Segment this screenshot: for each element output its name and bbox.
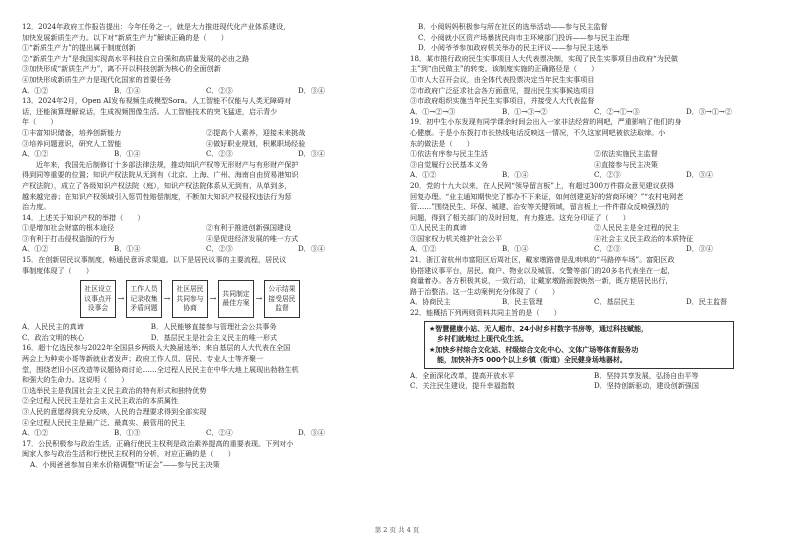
q14-statements <box>22 223 390 244</box>
flow-step-4: 共同制定最佳方案 <box>218 280 254 318</box>
question-13 <box>22 96 390 160</box>
q18-item-2: ②市政府广泛征求社会各方面意见，提出民生实事候选项目 <box>410 85 595 95</box>
q12-option-b: B．①④ <box>114 85 141 95</box>
q16-stem-2: 两会上为种卖小哥等新就业者发声；政府工作人员、居民、专业人士等齐聚一 <box>22 354 264 364</box>
q14-statement-2: ②有利于推进创新强国建设 <box>206 223 292 233</box>
question-14 <box>22 213 390 255</box>
q15-stem-2: 事制度体现了（ ） <box>22 265 93 275</box>
q22-option-c: C．关注民生建设，提升幸福指数 <box>410 381 515 391</box>
q18-item-1: ①市人大召开会议，由全体代表投票决定当年民生实事项目 <box>410 74 595 84</box>
q22-option-b: B．坚持共享发展，弘扬自由平等 <box>594 370 699 380</box>
q14-option-b: B．①④ <box>114 244 141 254</box>
q20-statement-3: ③国家权力机关维护社会公平 <box>410 233 503 243</box>
q21-stem-3: 商量着办。各方积极其说，一致行动，让戴家墩路面貌焕然一新，既方便居民出行， <box>410 276 673 286</box>
q19-option-a: A．①② <box>410 170 437 180</box>
q16-item-3: ③人民的意愿得到充分反映，人民的合理要求得到全部实现 <box>22 407 207 416</box>
q16-item-2: ②全过程人民民主是社会主义民主政治的本质属性 <box>22 396 179 406</box>
q22-option-d: D．坚持创新驱动，建设创新强国 <box>594 381 699 391</box>
flow-step-5: 公示结果接受居民监督 <box>264 280 300 318</box>
q19-stem-1: 19．初中生小东发现有同学课余时间会出入一家非法经营的网吧，严重影响了他们的身 <box>410 117 682 127</box>
question-17 <box>22 439 390 471</box>
q15-options <box>22 322 390 343</box>
q22-stem: 22．能概括下列两则资料共同主旨的是（ ） <box>410 308 561 318</box>
q20-stem-1: 20．党的十九大以来，在人民网“领导留言板”上，有超过300万件群众意见建议获得 <box>410 180 674 190</box>
q21-option-a: A．协商民主 <box>410 297 451 307</box>
q16-option-c: C．②④ <box>206 428 233 438</box>
q17-stem-2: 闽家人参与政治生活和行使民主权利的分析，对应正确的是（ ） <box>22 449 235 459</box>
question-21 <box>410 255 778 308</box>
q21-option-d: D．民主监督 <box>686 297 728 307</box>
q20-statements <box>410 223 778 244</box>
question-16 <box>22 343 390 438</box>
q12-item-1: ①“新质生产力”的提出属于制度创新 <box>22 43 136 53</box>
q16-option-a: A．①② <box>22 428 49 438</box>
question-18 <box>410 54 778 118</box>
q15-option-c: C．政治文明的核心 <box>22 332 85 342</box>
q13-option-c: C．②③ <box>206 149 233 159</box>
q20-options <box>410 244 778 255</box>
question-19 <box>410 117 778 181</box>
question-12 <box>22 22 390 96</box>
q14-statement-3: ③有利于打击侵权盗版的行为 <box>22 233 115 243</box>
q18-option-a: A．①→②→③ <box>410 106 456 116</box>
q20-option-d: D．③④ <box>686 244 713 254</box>
q22-material-2b: 能，加快补齐5 000个以上乡镇（街道）全民健身场地器材。 <box>437 356 627 365</box>
question-17-continued <box>410 22 778 54</box>
q18-item-3: ③市政府组织实施当年民生实事项目，并接受人大代表监督 <box>410 96 595 106</box>
q13-statement-2: ②提高个人素养，迎接未来挑战 <box>206 127 306 137</box>
q15-option-a: A．人民民主的真谛 <box>22 322 84 332</box>
q18-option-b: B．①→③→② <box>502 106 548 116</box>
passage-line-5: 治力度。 <box>22 202 51 212</box>
q15-option-d: D．基层民主是社会主义民主的唯一形式 <box>150 332 278 342</box>
passage-line-2: 得到同等重要的位置；知识产权法院从无到有（北京、上海、广州、海南自由贸易港知识 <box>22 170 299 180</box>
q12-options <box>22 86 390 97</box>
arrow-right-icon: → <box>163 293 171 303</box>
q21-option-b: B．民主管理 <box>502 297 543 307</box>
q13-option-a: A．①② <box>22 149 49 159</box>
q15-flowchart <box>80 280 390 318</box>
q12-stem-1: 12．2024年政府工作报告提出：今年任务之一，就是大力推进现代化产业体系建设， <box>22 22 291 31</box>
q17-stem-1: 17．公民积极参与政治生活，正确行使民主权利是政治素养提高的重要表现。下列对小 <box>22 438 294 448</box>
q22-option-a: A．全面深化改革，提高开放水平 <box>410 370 515 380</box>
q12-item-3: ③加快形成“新质生产力”，离不开以科技创新为核心的全面创新 <box>22 64 221 74</box>
q13-statement-1: ①丰富知识储备，培养创新能力 <box>22 127 122 137</box>
q20-stem-3: 管……”围绕民生、环保、城建、治安等关键领域，留言板上一件件群众反映强烈的 <box>410 202 669 212</box>
left-column <box>22 22 390 471</box>
q20-statement-2: ②人民民主是全过程的民主 <box>594 223 680 233</box>
q16-option-b: B．①③ <box>114 428 141 438</box>
flow-step-3: 社区居民共同参与协商 <box>172 280 208 318</box>
q12-option-c: C．②③ <box>206 85 233 95</box>
q14-options <box>22 244 390 255</box>
passage-line-4: 越来越完善；在知识产权领域引入惩罚性赔偿制度，不断加大知识产权侵权违法行为惩 <box>22 191 292 201</box>
q19-statement-4: ④直接参与民主决策 <box>594 159 658 169</box>
q21-stem-1: 21．浙江省杭州市富阳区后周社区，戴家墩路曾是乱哄哄的“马路停车场”。富阳区政 <box>410 255 675 265</box>
q20-stem-4: 问题，得到了相关部门的及时回复，有力推进。这充分印证了（ ） <box>410 212 630 222</box>
q20-option-b: B．①④ <box>502 244 529 254</box>
arrow-right-icon: → <box>117 293 125 303</box>
q13-statement-4: ④做好职业规划，积累职场经验 <box>206 138 306 148</box>
q17-option-b: B．小阅妈妈积极参与所在社区的选举活动——参与民主监督 <box>418 22 608 31</box>
q20-statement-1: ①人民民主的真谛 <box>410 223 467 233</box>
q19-option-d: D．③④ <box>686 170 713 180</box>
q18-options <box>410 107 778 118</box>
q13-statements <box>22 128 390 149</box>
page-footer: 第 2 页 共 4 页 <box>374 526 420 534</box>
q14-option-a: A．①② <box>22 244 49 254</box>
q13-stem-2: 话，还能演算理解说话，生成视频图像生活。人工智能技术的突飞猛进，启示青少 <box>22 106 278 116</box>
q20-stem-2: 回复办理。“业主通知期快完了都办不下来证，如何创建更好的营商环境？”“农村电网老 <box>410 191 684 201</box>
q17-option-d: D．小阅爷爷参加政府机关举办的民主评议——参与民主选举 <box>418 43 609 53</box>
q16-options <box>22 428 390 439</box>
q20-option-c: C．②③ <box>594 244 621 254</box>
q13-option-d: D．③④ <box>298 149 325 159</box>
q19-statement-2: ②依法实施民主监督 <box>594 149 658 159</box>
q21-options <box>410 297 778 308</box>
q17-option-c: C．小阅就小区资产场暴扰民向市主环境部门投诉——参与民主治理 <box>418 32 630 42</box>
q18-option-d: D．③→①→② <box>686 106 732 116</box>
q12-option-d: D．③④ <box>298 85 325 95</box>
q12-option-a: A．①② <box>22 85 49 95</box>
q14-option-d: D．③④ <box>298 244 325 254</box>
q19-option-b: B．①④ <box>502 170 529 180</box>
q17-option-a: A．小阅爸爸参加自来水价格调整“听证会”——参与民主决策 <box>30 459 220 469</box>
q13-statement-3: ③培养问题意识，研究人工智能 <box>22 138 122 148</box>
q15-option-b: B．人民能够直接参与管理社会公共事务 <box>150 322 277 332</box>
q16-stem-4: 和强大的生命力。这说明（ ） <box>22 375 129 385</box>
q19-options <box>410 170 778 181</box>
question-15 <box>22 255 390 343</box>
passage-line-1: 近年来，我国先后制修订十多部法律法规，推动知识产权等无形财产与有形财产保护 <box>36 159 299 169</box>
q13-option-b: B．①④ <box>114 149 141 159</box>
q22-material-box <box>424 321 734 369</box>
q20-statement-4: ④社会主义民主政治的本质特征 <box>594 233 694 243</box>
q12-item-4: ④加快形成新质生产力是现代化国家的首要任务 <box>22 74 171 84</box>
arrow-right-icon: → <box>209 293 217 303</box>
q19-stem-3: 东的做法是（ ） <box>410 138 474 148</box>
q14-statement-1: ①是增加社会财富的根本途径 <box>22 223 115 233</box>
q18-stem-2: 主”到“由民做主”的转变。该制度实施的正确路径是（ ） <box>410 64 599 74</box>
q20-option-a: A．①② <box>410 244 437 254</box>
q12-stem-2: 加快发展新质生产力。以下对“新质生产力”解读正确的是（ ） <box>22 32 228 42</box>
q13-options <box>22 149 390 160</box>
q14-stem: 14．上述关于知识产权的举措（ ） <box>22 212 145 222</box>
q22-material-2a: ★加快乡村综合文化站、村级综合文化中心、文体广场等体育服务功 <box>429 345 639 354</box>
q16-stem-1: 16．超十亿选民参与2022年全国县乡两级人大换届选举；来自基层的人大代表在全国 <box>22 343 291 353</box>
q18-option-c: C．②→①→③ <box>594 106 640 116</box>
flow-step-2: 工作人员记录收集矛盾问题 <box>126 280 162 318</box>
q19-stem-2: 心健康。于是小东拨打市长热线电话反映这一情况，不久这家网吧被依法取缔。小 <box>410 127 666 137</box>
q16-option-d: D．③④ <box>298 428 325 438</box>
q16-item-4: ④全过程人民民主是最广泛、最真实、最管用的民主 <box>22 417 186 427</box>
right-column <box>410 22 778 392</box>
q12-item-2: ②“新质生产力”是我国实现高水平科技自立自强和高质量发展的必由之路 <box>22 53 250 63</box>
q22-material-1b: 乡村们就地过上现代化生活。 <box>437 335 528 344</box>
q19-statement-3: ③自觉履行公民基本义务 <box>410 159 489 169</box>
q22-options <box>410 371 778 392</box>
question-20 <box>410 181 778 255</box>
arrow-right-icon: → <box>255 293 263 303</box>
q21-stem-4: 路于治整洁。这一生动案例充分体现了（ ） <box>410 286 559 296</box>
q13-stem-3: 年（ ） <box>22 117 58 127</box>
q13-stem-1: 13．2024年2月，Open AI发布视频生成模型Sora。人工智能不仅能与人类无障碍对 <box>22 96 292 106</box>
q19-statements <box>410 149 778 170</box>
q18-stem-1: 18．某市推行政府民生实事项目人大代表票决制，实现了民生实事项目由政府“为民做 <box>410 53 679 63</box>
q15-stem-1: 15．在创新居民议事制度，畅通民意诉求渠道。以下是居民议事的主要流程，居民议 <box>22 255 287 265</box>
q21-option-c: C．基层民主 <box>594 297 635 307</box>
question-22 <box>410 308 778 392</box>
passage-ip <box>22 160 390 213</box>
q14-statement-4: ④是促进经济发展的唯一方式 <box>206 233 299 243</box>
q16-item-1: ①选举民主是我国社会主义民主政治的特有形式和独特优势 <box>22 385 207 395</box>
passage-line-3: 产权法院），成立了各级知识产权法院（庭），知识产权法院体系从无到有、从单到多， <box>22 180 292 190</box>
q14-option-c: C．②③ <box>206 244 233 254</box>
q19-statement-1: ①依法有序参与民主生活 <box>410 149 489 159</box>
q21-stem-2: 协搭建议事平台，居民、商户、物业以及城管、交警等部门的20多名代表坐在一起， <box>410 265 675 275</box>
flow-step-1: 社区设立议事点开设事会 <box>80 280 116 318</box>
q16-stem-3: 堂，围绕老旧小区改造等议题协商讨论……全过程人民民主在中华大地上展现出勃勃生机 <box>22 364 299 374</box>
q19-option-c: C．②③ <box>594 170 621 180</box>
q22-material-1a: ★智慧健康小站、无人超市、24小时乡村数字书房等，通过科技赋能， <box>429 324 649 333</box>
